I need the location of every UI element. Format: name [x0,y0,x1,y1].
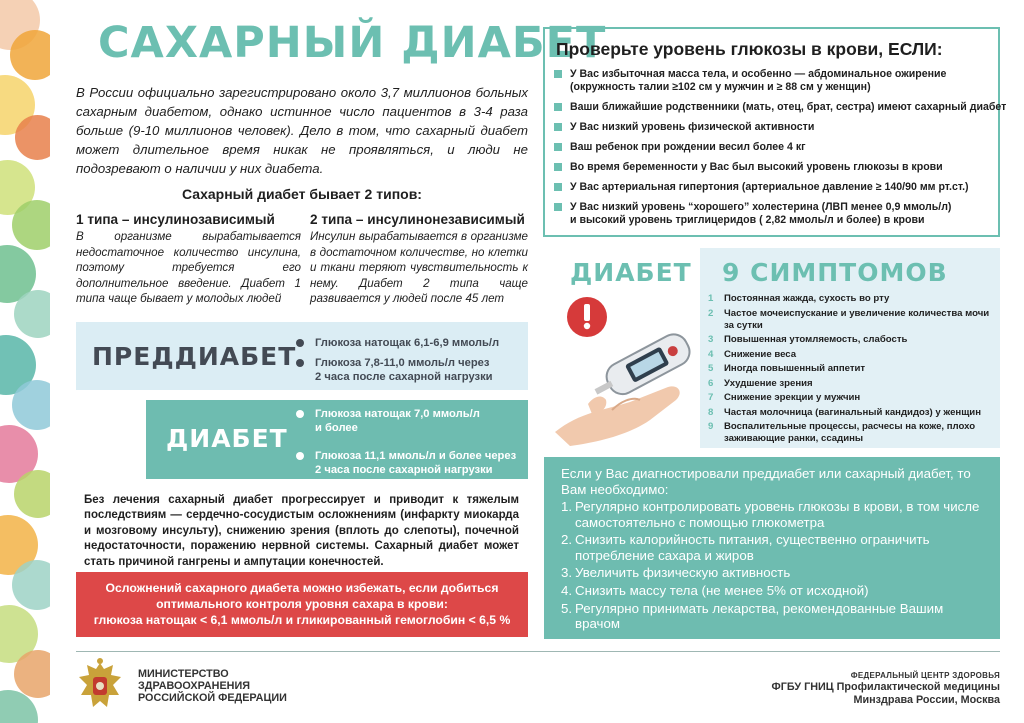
list-item: У Вас артериальная гипертония (артериальное давление ≥ 140/90 мм рт.ст.) [554,181,998,194]
control-goal-line: Осложнений сахарного диабета можно избежать, если добиться [105,581,499,595]
list-item: 1. Регулярно контролировать уровень глюкозы в крови, в том числе самостоятельно с помощью глюкометра [561,499,980,530]
list-item: 3. Увеличить физическую активность [561,565,791,581]
list-item: 7 Снижение эрекции у мужчин [708,392,861,403]
list-item: Глюкоза 11,1 ммоль/л и более через [296,449,516,463]
symptoms-list [708,293,998,448]
complications-text: Без лечения сахарный диабет прогрессирует и приводит к тяжелым последствиям — сердечно-сосудистым осложнениям (инфаркту миокарда и мозговому инсульту), снижению зрения (вплоть до слепоты), почечной недостаточности, поражению нервной системы. Сахарный диабет может стать причиной гангрены и ампутации конечностей. [84,494,519,568]
list-item: Ваши ближайшие родственники (мать, отец, брат, сестра) имеют сахарный диабет [554,101,998,114]
list-item: 2 часа после сахарной нагрузки [315,371,493,383]
footer-divider [76,651,1000,652]
list-item: 2 часа после сахарной нагрузки [315,464,493,476]
ministry-name: МИНИСТЕРСТВО ЗДРАВООХРАНЕНИЯ РОССИЙСКОЙ ФЕДЕРАЦИИ [138,668,287,704]
list-item: 2 Частое мочеиспускание и увеличение количества мочи за сутки [708,307,990,331]
symptoms-title: 9 СИМПТОМОВ [722,258,948,287]
list-item: Глюкоза 7,8-11,0 ммоль/л через [296,356,499,370]
recommendations-list [561,499,991,634]
list-item: У Вас избыточная масса тела, и особенно — абдоминальное ожирение (окружность талии ≥102 см у мужчин и ≥ 88 см у женщин) [554,68,998,94]
glucose-check-box [543,27,1007,237]
health-center-name: ФЕДЕРАЛЬНЫЙ ЦЕНТР ЗДОРОВЬЯ ФГБУ ГНИЦ Профилактической медицины Минздрава России, Москва [771,671,1000,706]
list-item: 8 Частая молочница (вагинальный кандидоз) у женщин [708,406,982,418]
list-item: 4. Снизить массу тела (не менее 5% от исходной) [561,582,869,598]
glucometer-illustration [550,292,700,448]
list-item: и более [315,422,358,434]
list-item: Глюкоза натощак 6,1-6,9 ммоль/л [296,336,499,350]
symptoms-diabet-word: ДИАБЕТ [570,258,692,287]
intro-paragraph: В России официально зарегистрировано около 3,7 миллионов больных сахарным диабетом, однако истинное число пациентов в 3-4 раза больше (9-10 миллионов человек). Дело в том, что сахарный диабет может длительное время никак не проявляться, и люди не подозревают о наличии у них диабета. [76,85,528,176]
coat-of-arms-icon [77,657,123,715]
type2-text: Инсулин вырабатывается в организме в достаточном количестве, но клетки и ткани теряют чувствительность к нему. Диабет 2 типа чаще развивается у людей после 45 лет [310,230,528,306]
list-item: Глюкоза натощак 7,0 ммоль/л [296,407,516,421]
list-item: 6 Ухудшение зрения [708,377,813,389]
list-item: 1 Постоянная жажда, сухость во рту [708,293,890,304]
type2-title: 2 типа – инсулинонезависимый [310,212,525,227]
list-item: 5 Иногда повышенный аппетит [708,363,866,374]
diabet-band [146,400,528,479]
list-item: Во время беременности у Вас был высокий уровень глюкозы в крови [554,161,998,174]
list-item: 2. Снизить калорийность питания, существенно ограничить потребление сахара и жиров [561,532,930,563]
list-item: 5. Регулярно принимать лекарства, рекомендованные Вашим врачом [561,600,944,632]
list-item: Ваш ребенок при рождении весил более 4 кг [554,141,998,154]
type2-block [310,212,528,307]
list-item: 4 Снижение веса [708,348,797,360]
diabet-bullets [296,407,516,483]
list-item: У Вас низкий уровень физической активности [554,121,998,134]
diabet-label: ДИАБЕТ [166,424,288,453]
types-heading: Сахарный диабет бывает 2 типов: [182,186,422,202]
control-goal-line: глюкоза натощак < 6,1 ммоль/л и гликированный гемоглобин < 6,5 % [93,613,511,627]
recommendations-lead: Если у Вас диагностировали преддиабет или сахарный диабет, то Вам необходимо: [561,466,971,497]
recommendations-box [544,457,1000,639]
list-item: У Вас низкий уровень “хорошего” холестерина (ЛВП менее 0,9 ммоль/л) и высокий уровень триглицеридов ( 2,82 ммоль/л и более) в крови [554,201,998,227]
page-title: САХАРНЫЙ ДИАБЕТ [98,18,607,68]
type1-block [76,212,301,307]
check-title: Проверьте уровень глюкозы в крови, ЕСЛИ: [556,39,943,59]
type1-title: 1 типа – инсулинозависимый [76,212,275,227]
list-item: 3 Повышенная утомляемость, слабость [708,334,908,345]
prediabet-bullets [296,336,499,390]
prediabet-band [76,322,528,390]
control-goal-box [76,572,528,637]
decorative-pattern-strip [0,0,50,723]
check-list [554,68,1007,227]
type1-text: В организме вырабатывается недостаточное количество инсулина, поэтому требуется его дополнительное введение. Диабет 1 типа чаще бывает у молодых людей [76,230,301,306]
control-goal-line: оптимального контроля уровня сахара в крови: [156,597,448,611]
list-item: 9 Воспалительные процессы, расчесы на коже, плохо заживающие ранки, ссадины [708,421,976,444]
prediabet-label: ПРЕДДИАБЕТ [92,342,297,371]
